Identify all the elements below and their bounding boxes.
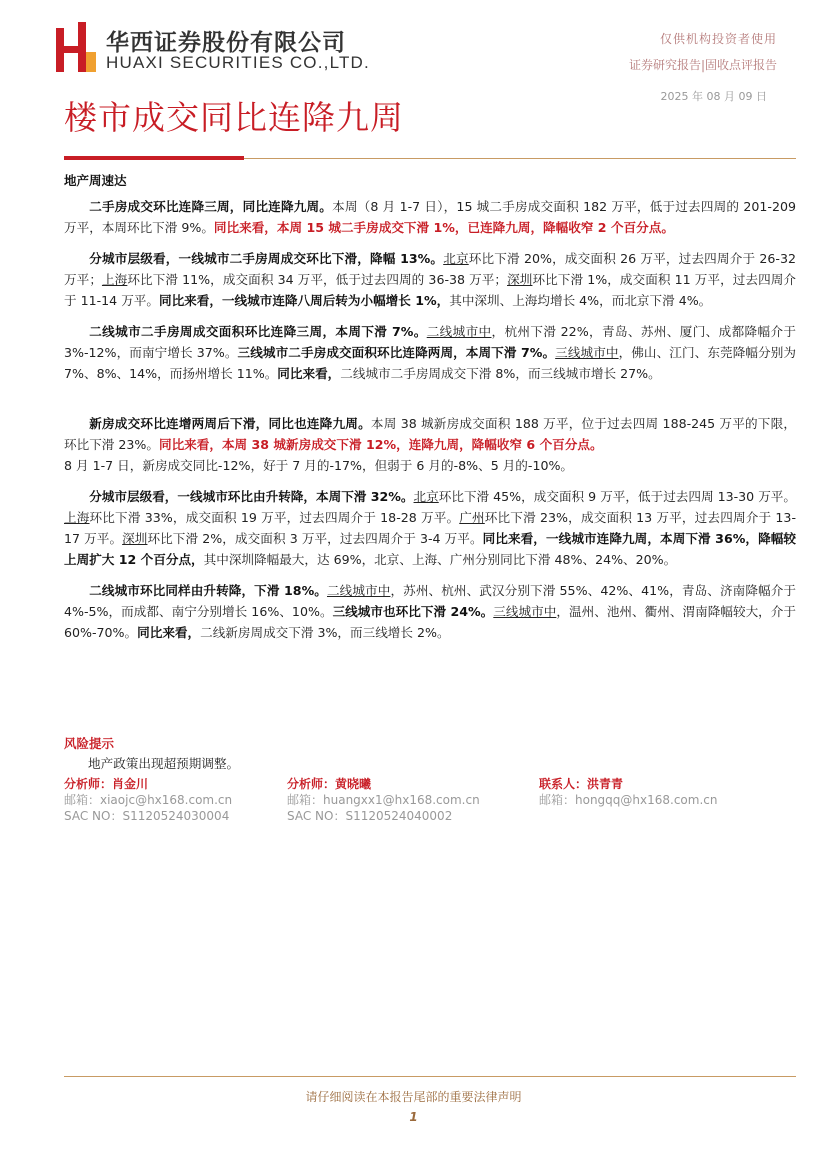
bold-text: 二线城市二手房周成交面积环比连降三周，本周下滑 7%。 xyxy=(89,324,427,339)
analyst-sac: SAC NO：S1120524040002 xyxy=(287,809,453,823)
body-text: 本周 38 城新房成交面积 188 万平，位于过去四周 188-245 万平的下限，环比下滑 23%。 xyxy=(64,416,797,452)
analyst-block-1 xyxy=(64,776,232,824)
city-shanghai: 上海 xyxy=(101,272,128,287)
analyst-email[interactable]: 邮箱：huangxx1@hx168.com.cn xyxy=(287,793,480,807)
city-shanghai: 上海 xyxy=(64,510,90,525)
company-name-cn: 华西证券股份有限公司 xyxy=(106,29,346,56)
risk-text: 地产政策出现超预期调整。 xyxy=(88,756,240,771)
huaxi-logo-icon xyxy=(56,22,96,72)
body-text: 环比下滑 1%，成交面积 11 万平，过去四周介于 11-14 万平。 xyxy=(64,272,797,308)
contact-block xyxy=(539,776,717,808)
tier3-cities-label: 三线城市中 xyxy=(493,604,557,619)
title-rule-gold xyxy=(244,158,796,159)
tier3-cities-label: 三线城市中 xyxy=(555,345,619,360)
tier2-cities-label: 二线城市中 xyxy=(326,583,391,598)
paragraph-new-home-tier1 xyxy=(64,486,796,570)
company-name-en: HUAXI SECURITIES CO.,LTD. xyxy=(106,53,370,72)
bold-text: 分城市层级看，一线城市二手房周成交环比下滑，降幅 13%。 xyxy=(89,251,444,266)
body-text: 环比下滑 11%，成交面积 34 万平，低于过去四周的 36-38 万平； xyxy=(127,272,508,287)
section-heading: 地产周速达 xyxy=(64,173,127,188)
risk-heading: 风险提示 xyxy=(64,736,115,751)
paragraph-second-hand-overview xyxy=(64,196,796,238)
body-text: 本周（8 月 1-7 日），15 城二手房成交面积 182 万平，低于过去四周的 201-209 万平，本周环比下滑 9%。 xyxy=(64,199,796,235)
analyst-block-2 xyxy=(287,776,480,824)
bold-text: 三线城市也环比下滑 24%。 xyxy=(332,604,494,619)
city-shenzhen: 深圳 xyxy=(122,531,148,546)
body-text: ，苏州、杭州、武汉分别下滑 55%、42%、41%，青岛、济南降幅介于 4%-5%，而成都、南宁分别增长 16%、10%。 xyxy=(64,583,797,619)
body-text: 环比下滑 23%，成交面积 13 万平，过去四周介于 13-17 万平。 xyxy=(64,510,796,546)
bold-text: 分城市层级看，一线城市环比由升转降，本周下滑 32%。 xyxy=(89,489,414,504)
body-text: 二线城市二手房周成交下滑 8%，而三线城市增长 27%。 xyxy=(340,366,661,381)
analyst-sac: SAC NO：S1120524030004 xyxy=(64,809,230,823)
city-shenzhen: 深圳 xyxy=(507,272,533,287)
contact-email[interactable]: 邮箱：hongqq@hx168.com.cn xyxy=(539,793,718,807)
bold-text: 同比来看，一线城市连降八周后转为小幅增长 1%， xyxy=(158,293,450,308)
analyst-name: 分析师：黄晓曦 xyxy=(287,777,372,791)
city-guangzhou: 广州 xyxy=(459,510,485,525)
bold-text: 同比来看， xyxy=(137,625,201,640)
paragraph-new-home-overview xyxy=(64,413,796,476)
title-rule-red xyxy=(64,156,244,160)
highlight-text: 同比来看，本周 15 城二手房成交下滑 1%，已连降九周，降幅收窄 2 个百分点。 xyxy=(213,220,674,235)
contact-name: 联系人：洪青青 xyxy=(539,777,624,791)
report-type: 证券研究报告|固收点评报告 xyxy=(628,58,777,72)
body-text: 环比下滑 33%，成交面积 19 万平，过去四周介于 18-28 万平。 xyxy=(89,510,460,525)
tier2-cities-label: 二线城市中 xyxy=(426,324,492,339)
body-text: 环比下滑 2%，成交面积 3 万平，过去四周介于 3-4 万平。 xyxy=(147,531,483,546)
report-body xyxy=(64,196,796,643)
body-text: 其中深圳、上海均增长 4%，而北京下滑 4%。 xyxy=(449,293,712,308)
bold-text: 二线城市环比同样由升转降，下滑 18%。 xyxy=(89,583,327,598)
analyst-email[interactable]: 邮箱：xiaojc@hx168.com.cn xyxy=(64,793,233,807)
bold-text: 同比来看，一线城市连降九周，本周下滑 36%，降幅较上周扩大 12 个百分点， xyxy=(64,531,797,567)
body-text: 二线新房周成交下滑 3%，而三线增长 2%。 xyxy=(200,625,450,640)
highlight-text: 同比来看，本周 38 城新房成交下滑 12%，连降九周，降幅收窄 6 个百分点。 xyxy=(158,437,603,452)
page-number: 1 xyxy=(409,1110,418,1124)
body-text: ，杭州下滑 22%，青岛、苏州、厦门、成都降幅介于 3%-12%，而南宁增长 37%。 xyxy=(64,324,796,360)
bold-text: 新房成交环比连增两周后下滑，同比也连降九周。 xyxy=(89,416,371,431)
legal-notice: 请仔细阅读在本报告尾部的重要法律声明 xyxy=(305,1090,522,1104)
body-text: 环比下滑 45%，成交面积 9 万平，低于过去四周 13-30 万平。 xyxy=(438,489,797,504)
report-date: 2025 年 08 月 09 日 xyxy=(660,90,767,103)
bold-text: 同比来看， xyxy=(277,366,341,381)
analyst-name: 分析师：肖金川 xyxy=(64,777,149,791)
body-text: ，温州、池州、衢州、渭南降幅较大，介于 60%-70%。 xyxy=(64,604,797,640)
body-text: 其中深圳降幅最大，达 69%，北京、上海、广州分别同比下滑 48%、24%、20%。 xyxy=(203,552,677,567)
bold-text: 三线城市二手房成交面积环比连降两周，本周下滑 7%。 xyxy=(237,345,556,360)
city-beijing: 北京 xyxy=(413,489,439,504)
paragraph-second-hand-tier1 xyxy=(64,248,796,311)
paragraph-new-home-tier2-3 xyxy=(64,580,796,643)
audience-note: 仅供机构投资者使用 xyxy=(659,32,777,46)
body-text: 环比下滑 20%，成交面积 26 万平，过去四周介于 26-32 万平； xyxy=(64,251,796,287)
paragraph-second-hand-tier2-3 xyxy=(64,321,796,384)
footer-rule xyxy=(64,1076,796,1077)
body-text: 8 月 1-7 日，新房成交同比-12%，好于 7 月的-17%，但弱于 6 月的-8%、5 月的-10%。 xyxy=(64,458,574,473)
city-beijing: 北京 xyxy=(443,251,469,266)
bold-text: 二手房成交环比连降三周，同比连降九周。 xyxy=(89,199,333,214)
report-title: 楼市成交同比连降九周 xyxy=(64,98,404,137)
body-text: ，佛山、江门、东莞降幅分别为 7%、8%、14%，而扬州增长 11%。 xyxy=(64,345,797,381)
